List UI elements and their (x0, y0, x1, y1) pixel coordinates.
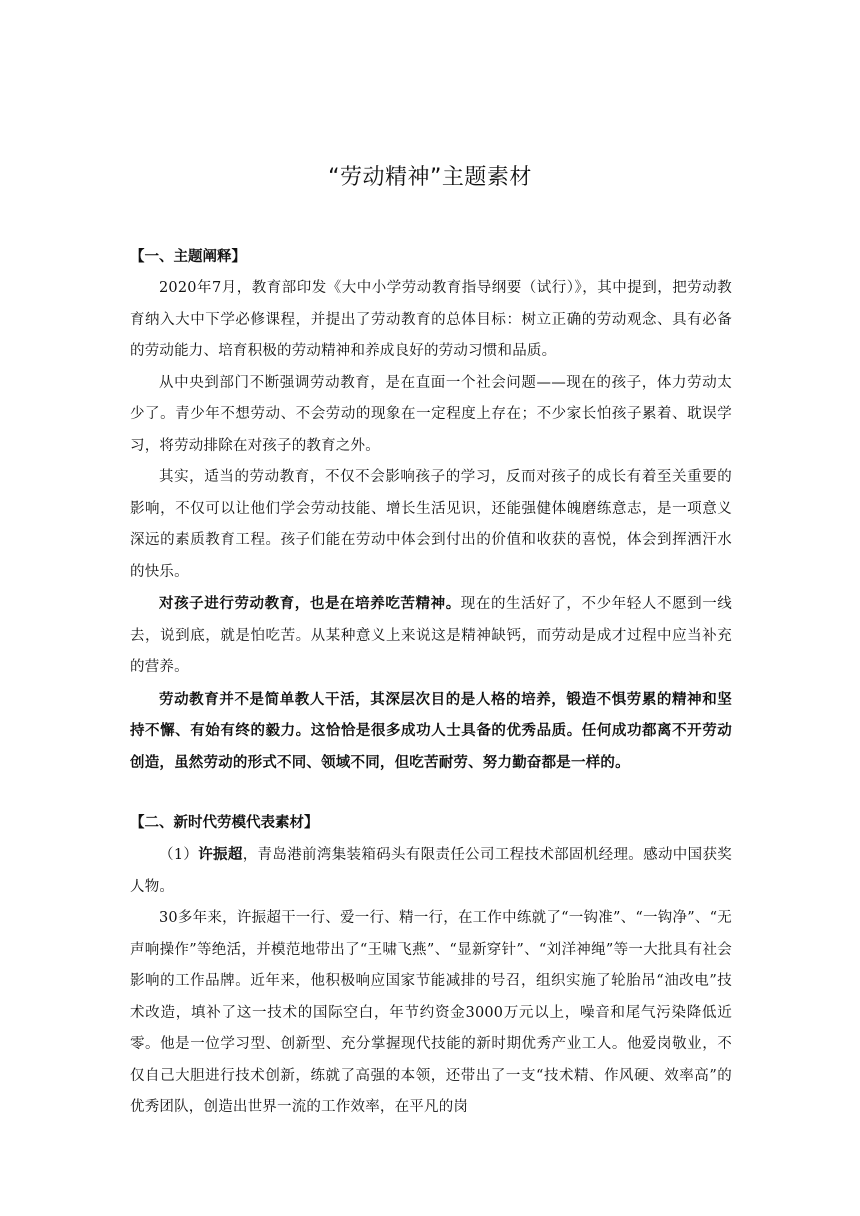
paragraph: 其实，适当的劳动教育，不仅不会影响孩子的学习，反而对孩子的成长有着至关重要的影响，不仅可以让他们学会劳动技能、增长生活见识，还能强健体魄磨练意志，是一项意义深远的素质教育工程。孩子们能在劳动中体会到付出的价值和收获的喜悦，体会到挥洒汗水的快乐。 (130, 469, 732, 580)
bold-paragraph: 劳动教育并不是简单教人干活，其深层次目的是人格的培养，锻造不惧劳累的精神和坚持不懈、有始有终的毅力。这恰恰是很多成功人士具备的优秀品质。任何成功都离不开劳动创造，虽然劳动的形式不同、领域不同，但吃苦耐劳、努力勤奋都是一样的。 (130, 690, 732, 771)
list-number: （1） (159, 847, 199, 863)
paragraph (130, 588, 732, 684)
paragraph: 2020年7月，教育部印发《大中小学劳动教育指导纲要（试行）》，其中提到，把劳动教育纳入大中下学必修课程，并提出了劳动教育的总体目标：树立正确的劳动观念、具有必备的劳动能力、培育积极的劳动精神和养成良好的劳动习惯和品质。 (130, 280, 732, 359)
paragraph-text: 现在的生活好了，不少年轻人不愿到一线去，说到底，就是怕吃苦。从某种意义上来说这是精神缺钙，而劳动是成才过程中应当补充的营养。 (130, 596, 732, 675)
section-heading: 【二、新时代劳模代表素材】 (130, 815, 319, 831)
paragraph-text: ，青岛港前湾集装箱码头有限责任公司工程技术部固机经理。感动中国获奖人物。 (130, 847, 732, 895)
paragraph: 30多年来，许振超干一行、爱一行、精一行，在工作中练就了“一钩准”、“一钩净”、“无声响操作”等绝活，并模范地带出了“王啸飞燕”、“显新穿针”、“刘洋神绳”等一大批具有社会影响的工作品牌。近年来，他积极响应国家节能减排的号召，组织实施了轮胎吊“油改电”技术改造，填补了这一技术的国际空白，年节约资金3000万元以上，噪音和尾气污染降低近零。他是一位学习型、创新型、充分掌握现代技能的新时期优秀产业工人。他爱岗敬业，不仅自己大胆进行技术创新，练就了高强的本领，还带出了一支“技术精、作风硬、效率高”的优秀团队，创造出世界一流的工作效率，在平凡的岗 (130, 910, 732, 1115)
section-heading: 【一、主题阐释】 (130, 249, 246, 265)
document-body (130, 242, 732, 1124)
section-theme-explanation (130, 242, 732, 778)
section-model-workers (130, 808, 732, 1124)
paragraph (130, 839, 732, 903)
document-title: “劳动精神”主题素材 (328, 165, 532, 190)
bold-lead-sentence: 对孩子进行劳动教育，也是在培养吃苦精神。 (159, 595, 461, 612)
paragraph: 从中央到部门不断强调劳动教育，是在直面一个社会问题——现在的孩子，体力劳动太少了。青少年不想劳动、不会劳动的现象在一定程度上存在；不少家长怕孩子累着、耽误学习，将劳动排除在对孩子的教育之外。 (130, 374, 732, 454)
person-name: 许振超 (198, 846, 243, 863)
